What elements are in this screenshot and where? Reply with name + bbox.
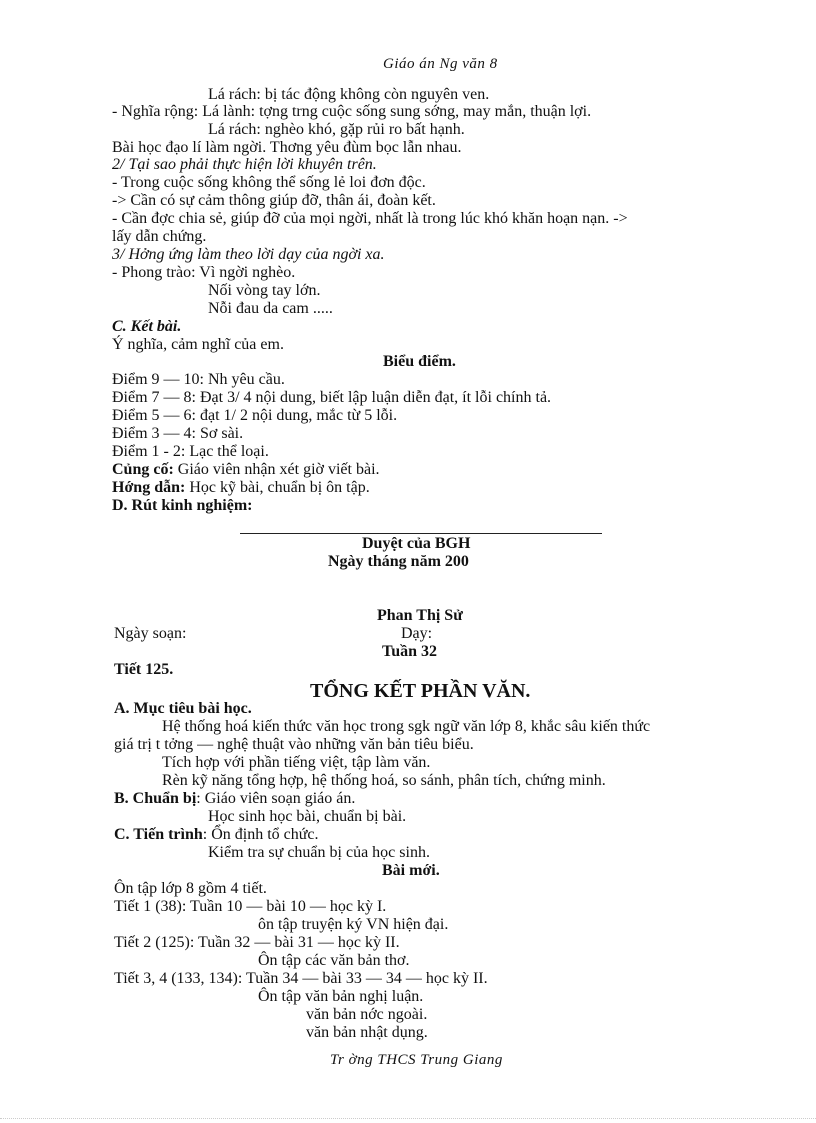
page-header: Giáo án Ng văn 8 <box>383 56 498 72</box>
text-line: Lá rách: nghèo khó, gặp rủi ro bất hạnh. <box>208 121 465 138</box>
text-line: Bài học đạo lí làm ngời. Thơng yêu đùm bọc lẫn nhau. <box>112 139 462 156</box>
page-footer: Tr ờng THCS Trung Giang <box>330 1052 503 1068</box>
text-line: Tiết 1 (38): Tuần 10 — bài 10 — học kỳ I. <box>114 898 387 915</box>
section-heading: C. Kết bài. <box>112 318 182 335</box>
author-name: Phan Thị Sử <box>377 607 463 624</box>
text-tien-trinh: : Ổn định tổ chức. <box>202 826 319 843</box>
text-line: giá trị t tởng — nghệ thuật vào những văn bản tiêu biểu. <box>114 736 474 753</box>
approval-date: Ngày tháng năm 200 <box>328 553 469 570</box>
label-tien-trinh: C. Tiến trình <box>114 826 203 843</box>
section-heading: 3/ Hởng ứng làm theo lời dạy của ngời xa. <box>112 246 385 263</box>
text-line: Rèn kỹ năng tổng hợp, hệ thống hoá, so sánh, phân tích, chứng minh. <box>162 772 606 789</box>
text-line: Tiết 2 (125): Tuần 32 — bài 31 — học kỳ II. <box>114 934 400 951</box>
prep-date-label: Ngày soạn: <box>114 625 187 642</box>
divider-line <box>240 533 602 534</box>
text-line <box>114 826 319 844</box>
text-cung-co: Giáo viên nhận xét giờ viết bài. <box>173 461 380 478</box>
text-line: Tích hợp với phần tiếng việt, tập làm văn. <box>162 754 431 771</box>
text-line <box>114 790 355 808</box>
text-line: Điểm 1 - 2: Lạc thể loại. <box>112 443 269 460</box>
approval-title: Duyệt của BGH <box>362 535 471 552</box>
text-line: Học sinh học bài, chuẩn bị bài. <box>208 808 407 825</box>
text-line: lấy dẫn chứng. <box>112 228 207 245</box>
section-title: Biểu điểm. <box>383 353 456 370</box>
label-cung-co: Củng cố: <box>112 461 174 478</box>
section-title: Bài mới. <box>382 862 440 879</box>
text-line: văn bản nhật dụng. <box>306 1024 428 1041</box>
text-line: Lá rách: bị tác động không còn nguyên ven. <box>208 86 490 103</box>
lesson-title: TỔNG KẾT PHẦN VĂN. <box>310 680 531 702</box>
text-line <box>112 479 370 497</box>
section-heading: D. Rút kinh nghiệm: <box>112 497 253 514</box>
text-chuan-bi: : Giáo viên soạn giáo án. <box>196 790 356 807</box>
week-label: Tuần 32 <box>382 643 437 660</box>
label-huong-dan: Hớng dẫn: <box>112 479 186 496</box>
text-huong-dan: Học kỹ bài, chuẩn bị ôn tập. <box>185 479 370 496</box>
text-line: Ôn tập các văn bản thơ. <box>258 952 410 969</box>
text-line: Điểm 3 — 4: Sơ sài. <box>112 425 244 442</box>
text-line: - Cần đợc chia sẻ, giúp đỡ của mọi ngời, nhất là trong lúc khó khăn hoạn nạn. -> <box>112 210 628 227</box>
text-line: Tiết 3, 4 (133, 134): Tuần 34 — bài 33 — 34 — học kỳ II. <box>114 970 488 987</box>
text-line: Điểm 7 — 8: Đạt 3/ 4 nội dung, biết lập luận diễn đạt, ít lỗi chính tả. <box>112 389 552 406</box>
label-chuan-bi: B. Chuẩn bị <box>114 790 197 807</box>
text-line: Nỗi đau da cam ..... <box>208 300 333 317</box>
text-line: Kiểm tra sự chuẩn bị của học sinh. <box>208 844 430 861</box>
teach-date-label: Dạy: <box>401 625 433 642</box>
text-line: -> Cần có sự cảm thông giúp đỡ, thân ái, đoàn kết. <box>112 192 436 209</box>
section-heading: A. Mục tiêu bài học. <box>114 700 252 717</box>
page-edge-divider <box>0 1118 816 1119</box>
text-line: Ý nghĩa, cảm nghĩ của em. <box>112 336 284 353</box>
text-line: - Nghĩa rộng: Lá lành: tợng trng cuộc sống sung sớng, may mắn, thuận lợi. <box>112 103 592 120</box>
text-line: Nối vòng tay lớn. <box>208 282 321 299</box>
text-line: văn bản nớc ngoài. <box>306 1006 428 1023</box>
text-line: - Trong cuộc sống không thể sống lẻ loi đơn độc. <box>112 174 426 191</box>
text-line: Ôn tập lớp 8 gồm 4 tiết. <box>114 880 267 897</box>
section-heading: 2/ Tại sao phải thực hiện lời khuyên trên. <box>112 156 377 173</box>
text-line: Điểm 9 — 10: Nh yêu cầu. <box>112 371 285 388</box>
text-line <box>112 461 380 479</box>
text-line: - Phong trào: Vì ngời nghèo. <box>112 264 296 281</box>
lesson-number: Tiết 125. <box>114 661 174 678</box>
text-line: Điểm 5 — 6: đạt 1/ 2 nội dung, mắc từ 5 lỗi. <box>112 407 398 424</box>
text-line: Hệ thống hoá kiến thức văn học trong sgk ngữ văn lớp 8, khắc sâu kiến thức <box>162 718 651 735</box>
text-line: Ôn tập văn bản nghị luận. <box>258 988 424 1005</box>
text-line: ôn tập truyện ký VN hiện đại. <box>258 916 449 933</box>
